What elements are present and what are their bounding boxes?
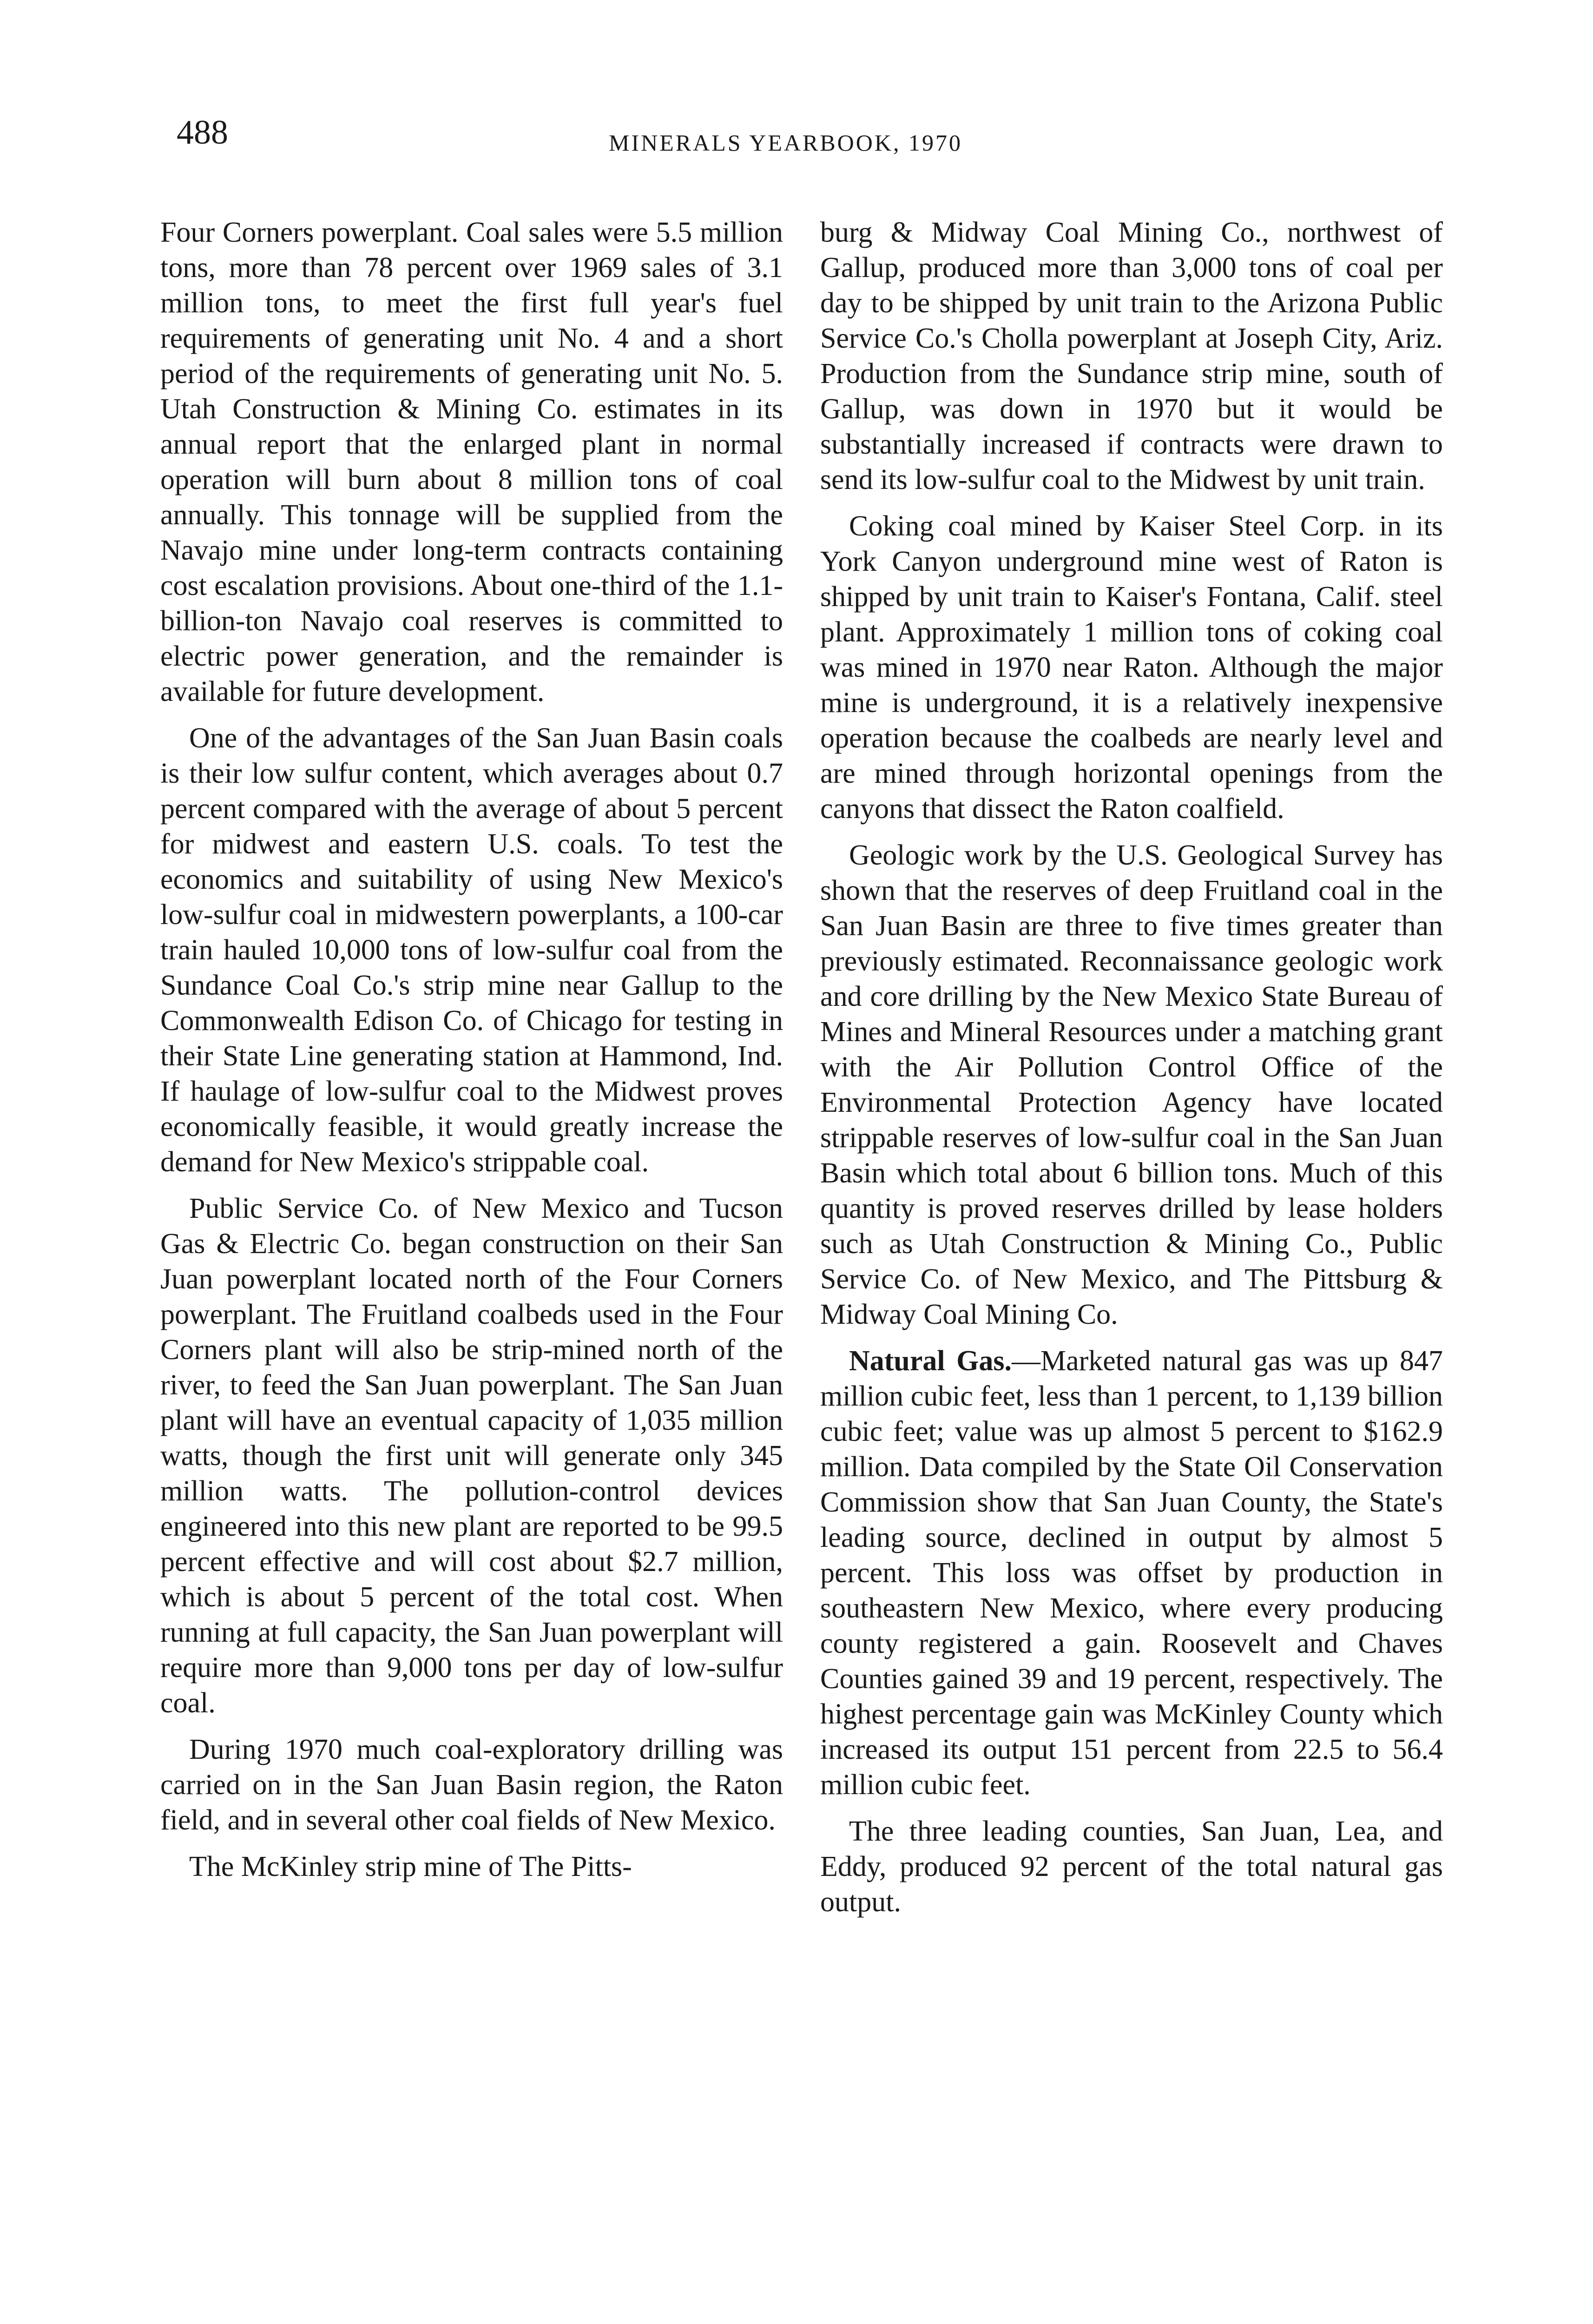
paragraph-body: —Marketed natural gas was up 847 million cubic feet, less than 1 percent, to 1,139 billion cubic feet; value was up almost 5 percent to $162.9 million. Data compiled by the State Oil Conservation Commission show that San Juan County, the State's leading source, declined in output by almost 5 percent. This loss was offset by production in southeastern New Mexico, where every producing county registered a gain. Roosevelt and Chaves Counties gained 39 and 19 percent, respectively. The highest percentage gain was McKinley County which increased its output 151 percent from 22.5 to 56.4 million cubic feet. — [820, 1345, 1443, 1801]
paragraph: One of the advantages of the San Juan Basin coals is their low sulfur content, which averages about 0.7 percent compared with the average of about 5 percent for midwest and eastern U.S. coals. To test the economics and suitability of using New Mexico's low-sulfur coal in midwestern powerplants, a 100-car train hauled 10,000 tons of low-sulfur coal from the Sundance Coal Co.'s strip mine near Gallup to the Commonwealth Edison Co. of Chicago for testing in their State Line generating station at Hammond, Ind. If haulage of low-sulfur coal to the Midwest proves economically feasible, it would greatly increase the demand for New Mexico's strippable coal. — [160, 722, 783, 1178]
paragraph: Coking coal mined by Kaiser Steel Corp. in its York Canyon underground mine west of Raton is shipped by unit train to Kaiser's Fontana, Calif. steel plant. Approximately 1 million tons of coking coal was mined in 1970 near Raton. Although the major mine is underground, it is a relatively inexpensive operation because the coalbeds are nearly level and are mined through horizontal openings from the canyons that dissect the Raton coalfield. — [820, 510, 1443, 825]
paragraph: The McKinley strip mine of The Pitts- — [189, 1851, 632, 1882]
left-column — [160, 215, 783, 1895]
paragraph — [820, 1343, 1443, 1802]
section-heading-natural-gas: Natural Gas. — [849, 1345, 1012, 1377]
paragraph: Four Corners powerplant. Coal sales were 5.5 million tons, more than 78 percent over 1969 sales of 3.1 million tons, to meet the first full year's fuel requirements of generating unit No. 4 and a short period of the requirements of generating unit No. 5. Utah Construction & Mining Co. estimates in its annual report that the enlarged plant in normal operation will burn about 8 million tons of coal annually. This tonnage will be supplied from the Navajo mine under long-term contracts containing cost escalation provisions. About one-third of the 1.1-billion-ton Navajo coal reserves is committed to electric power generation, and the remainder is available for future development. — [160, 217, 783, 707]
right-column — [820, 215, 1443, 1931]
paragraph: Geologic work by the U.S. Geological Survey has shown that the reserves of deep Fruitland coal in the San Juan Basin are three to five times greater than previously estimated. Reconnaissance geologic work and core drilling by the New Mexico State Bureau of Mines and Mineral Resources under a matching grant with the Air Pollution Control Office of the Environmental Protection Agency have located strippable reserves of low-sulfur coal in the San Juan Basin which total about 6 billion tons. Much of this quantity is proved reserves drilled by lease holders such as Utah Construction & Mining Co., Public Service Co. of New Mexico, and The Pittsburg & Midway Coal Mining Co. — [820, 839, 1443, 1330]
paragraph: burg & Midway Coal Mining Co., northwest of Gallup, produced more than 3,000 tons of coal per day to be shipped by unit train to the Arizona Public Service Co.'s Cholla powerplant at Joseph City, Ariz. Production from the Sundance strip mine, south of Gallup, was down in 1970 but it would be substantially increased if contracts were drawn to send its low-sulfur coal to the Midwest by unit train. — [820, 217, 1443, 495]
paragraph: The three leading counties, San Juan, Lea, and Eddy, produced 92 percent of the total natural gas output. — [820, 1816, 1443, 1918]
running-title: MINERALS YEARBOOK, 1970 — [609, 130, 962, 156]
paragraph: Public Service Co. of New Mexico and Tucson Gas & Electric Co. began construction on their San Juan powerplant located north of the Four Corners powerplant. The Fruitland coalbeds used in the Four Corners plant will also be strip-mined north of the river, to feed the San Juan powerplant. The San Juan plant will have an eventual capacity of 1,035 million watts, though the first unit will generate only 345 million watts. The pollution-control devices engineered into this new plant are reported to be 99.5 percent effective and will cost about $2.7 million, which is about 5 percent of the total cost. When running at full capacity, the San Juan powerplant will require more than 9,000 tons per day of low-sulfur coal. — [160, 1193, 783, 1719]
paragraph: During 1970 much coal-exploratory drilling was carried on in the San Juan Basin region, the Raton field, and in several other coal fields of New Mexico. — [160, 1734, 783, 1836]
page-number: 488 — [177, 113, 228, 152]
